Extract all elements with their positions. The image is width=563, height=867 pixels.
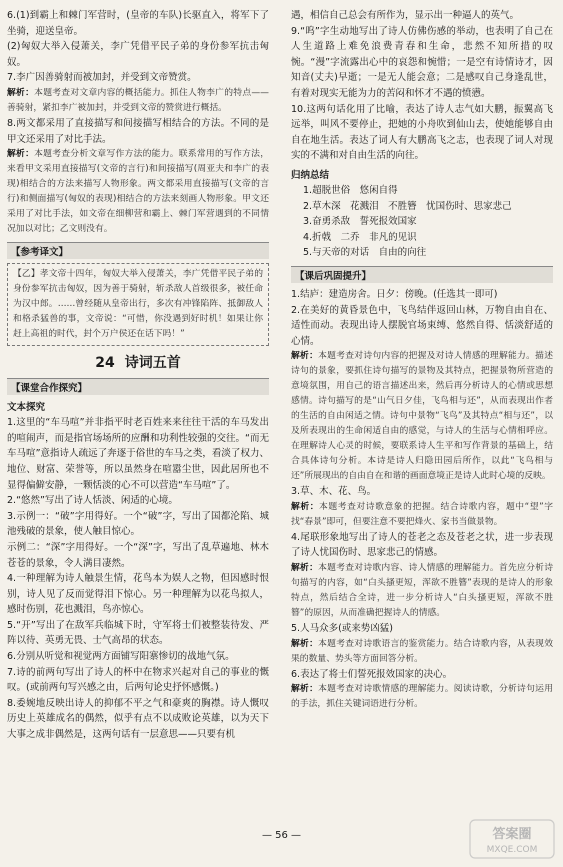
analysis-tag: 解析： [7,87,35,98]
left-column [7,8,269,743]
answer-6a: 6.(1)到霸上和棘门军营时，(皇帝的车队)长驱直入，将军下了坐骑，迎送皇帝。 [7,10,269,37]
consolidation-2: 2.在美好的黄昏景色中，飞鸟结伴返回山林，万物自由自在、适性而动。表现出诗人摆脱官场束缚、悠然自得、恬淡舒适的心情。 [291,304,553,347]
inquiry-8-continued: 遇，相信自己总会有所作为，显示出一种逼人的英气。 [291,10,520,21]
consolidation-6: 6.表达了将士们誓死报效国家的决心。 [291,668,453,680]
subsection-text-inquiry: 文本探究 [7,402,46,414]
analysis-c4 [291,561,553,621]
inquiry-5: 5.“开”写出了在敌军兵临城下时，守军将士们被整装待发、严阵以待、英勇无畏、士气高昂的状态。 [7,619,269,647]
analysis-tag: 解析： [291,351,319,362]
analysis-text: 本题考查对诗歌语言的鉴赏能力。结合诗歌内容，从表现效果的数量、势头等方面回答分析。 [291,638,553,664]
inquiry-3b: 示例二：“深”字用得好。一个“深”字，写出了乱草遍地、林木苍苍的景象，令人满目凄然。 [7,541,269,569]
analysis-tag: 解析： [291,501,320,512]
summary-heading: 归纳总结 [291,169,330,181]
consolidation-1: 1.结庐：建造房舍。日夕：傍晚。(任选其一即可) [291,288,498,300]
right-column [291,8,553,712]
analysis-text: 本题考查分析文章写作方法的能力。联系常用的写作方法，来看甲文采用直接描写(文帝的言行)和间接描写(周亚夫和李广的表现)相结合的方法来描写人物形象。两文都采用直接描写(文帝的言行)和侧面描写(匈奴的表现)相结合的方法来刻画人物形象。甲文还采用了对比手法，如文帝在细柳营和霸上、棘门军营遇到的不同情况加以对比；乙文则没有。 [7,149,269,235]
analysis-8 [7,147,269,237]
analysis-tag: 解析： [7,149,35,160]
analysis-7 [7,86,269,116]
inquiry-10: 10.这两句话化用了比喻，表达了诗人志气如大鹏，振翼高飞远举，叫风不要停止，把她的小舟吹到仙山去，使她能够自由自在地生活。表达了词人有大鹏高飞之志，也表现了词人对现实的不满和对自由生活的向往。 [291,103,553,162]
consolidation-4: 4.尾联形象地写出了诗人的苍老之态及苍老之状，进一步表现了诗人忧国伤时、思家悲己的情感。 [291,531,553,559]
section-after-class: 【课后巩固提升】 [291,266,553,283]
answer-6b: (2)匈奴大举入侵萧关，李广凭借平民子弟的身份参军抗击匈奴。 [7,41,269,68]
svg-text:答案圈: 答案圈 [492,827,532,842]
analysis-text: 本题考查对诗歌内容、诗人情感的理解能力。首先应分析诗句描写的内容，如“白头搔更短，浑欲不胜簪”表现的是诗人的形象特点，然后结合全诗，进一步分析诗人“白头搔更短，浑欲不胜簪”的原因，从而准确把握诗人的情感。 [291,563,553,619]
answer-7: 7.李广因善骑射而被加封，并受到文帝赞赏。 [7,72,197,84]
analysis-text: 本题考查对诗句内容的把握及对诗人情感的理解能力。描述诗句的景象，要抓住诗句描写的景物及其特点，把握景物所营造的意境氛围，用自己的语言描述出来，然后再分析诗人的心情或思想感情。诗句描写的是“山气日夕佳，飞鸟相与还”，从而表现出作者的生活的自由闲适之情。诗句中景物“飞鸟”及其特点“相与还”，以及所表现出的生命闲适自由的感觉，与诗人的生活与心情相呼应。在理解诗人心灵的时候，要联系诗人生平和写作背景的基础上，结合具体诗句分析。本诗是诗人归隐田园后所作，以此“飞鸟相与还”所展现出的自由自在和谐的画面意境正是诗人此时心境的反映。 [291,351,553,482]
inquiry-6: 6.分别从听觉和视觉两方面铺写阳寨惨切的战地气氛。 [7,651,235,663]
consolidation-3: 3.草、木、花、鸟。 [291,486,377,498]
analysis-c6 [291,682,553,712]
analysis-c3 [291,500,553,530]
analysis-text: 本题考查对诗歌情感的理解能力。阅读诗歌，分析诗句运用的手法，抓住关键词语进行分析。 [291,684,553,710]
analysis-text: 本题考查对文章内容的概括能力。抓住人物李广的特点——善骑射，紧扣李广被加封，并受到文帝的赞赏进行概括。 [7,87,269,113]
analysis-tag: 解析： [291,638,319,649]
inquiry-3a: 3.示例一：“破”字用得好。一个“破”字，写出了国都沦陷、城池残破的景象，使人触目惊心。 [7,510,269,538]
inquiry-2: 2.“悠然”写出了诗人恬淡、闲适的心境。 [7,495,178,507]
reference-translation-text: 【乙】孝文帝十四年，匈奴大举入侵萧关，李广凭借平民子弟的身份参军抗击匈奴，因为善于骑射，斩杀敌人首级很多，被任命为汉中郎。……曾经随从皇帝出行，多次有冲锋陷阵、抵御敌人和格杀猛兽的事，文帝说：“可惜，你没遇到好时机！如果让你赶上高祖的时代，封个万户侯还在话下吗！” [13,269,263,340]
lesson-name: 诗词五首 [124,355,181,372]
page-number-text: — 56 — [261,830,302,841]
inquiry-8: 8.委婉地反映出诗人的抑郁不平之气和豪爽的胸襟。诗人慨叹历史上英雄成名的偶然，似乎有点不以成败论英雄，以为天下大事之成非偶然是，这两句话有一层意思——只要有机 [7,697,269,741]
summary-item: 5.与天帝的对话 自由的向往 [303,247,427,259]
summary-item: 3.奋勇杀敌 誓死报效国家 [303,216,417,228]
section-class-inquiry: 【课堂合作探究】 [7,378,269,395]
analysis-c2 [291,349,553,484]
analysis-tag: 解析： [291,684,319,695]
watermark-logo [469,819,555,859]
summary-item: 4.折戟 二乔 非凡的见识 [303,231,417,243]
reference-translation-box [7,263,269,346]
inquiry-4: 4.一种理解为诗人触景生情，花鸟本为娱人之物，但因感时恨别，诗人见了反而觉得泪下惊心。另一种理解为以花鸟拟人，感时伤别，花也溅泪，鸟亦惊心。 [7,573,269,616]
inquiry-1: 1.这里的“车马喧”并非指平时老百姓来来往往干活的车马发出的喧闹声，而是指官场场所的应酬和功利性较强的交往。“而无车马喧”意指诗人疏远了奔逐于俗世的车马之类，看淡了权力、地位、财富、荣誉等，所以虽然身在喧嚣尘世，因此居所也不显得偏僻安静，一颗恬淡的心不可以营造“车马喧”了。 [7,417,269,491]
summary-item: 1.超脱世俗 悠闲自得 [303,184,398,196]
answer-8: 8.两文都采用了直接描写和间接描写相结合的方法。不同的是甲文还采用了对比手法。 [7,117,269,145]
inquiry-7: 7.诗的前两句写出了诗人的杯中在物求兴起对自己的事业的慨叹。(或前两句写兴感之由，后两句论史抒怀感慨。) [7,666,269,694]
lesson-title [7,352,269,372]
inquiry-9: 9.“呜”字生动地写出了诗人仿佛伤感的举动，也表明了自己在人生道路上难免浪费青春和生命，悲然不知所措的叹惋。“漫”字流露出心中的哀怨和惋惜；一是空有诗情诗才，因知音(丈夫)早逝；一是无人能会意；二是感叹自己身逢乱世，有着对现实无能为力的苦闷和怀才不遇的愤懑。 [291,25,553,99]
summary-item: 2.草木深 花溅泪 不胜簪 忧国伤时、思家悲己 [303,200,512,212]
analysis-tag: 解析： [291,563,319,574]
summary-list [291,183,553,261]
svg-text:MXQE.COM: MXQE.COM [486,845,538,855]
reference-translation-heading: 【参考译文】 [7,242,269,259]
consolidation-5: 5.人马众多(或来势凶猛) [291,623,393,635]
lesson-number: 24 [95,355,115,372]
analysis-text: 本题考查对诗歌意象的把握。结合诗歌内容，题中“望”字找“春景”即可，但要注意不要把烽火、家书当做景物。 [291,501,553,527]
analysis-c5 [291,637,553,667]
